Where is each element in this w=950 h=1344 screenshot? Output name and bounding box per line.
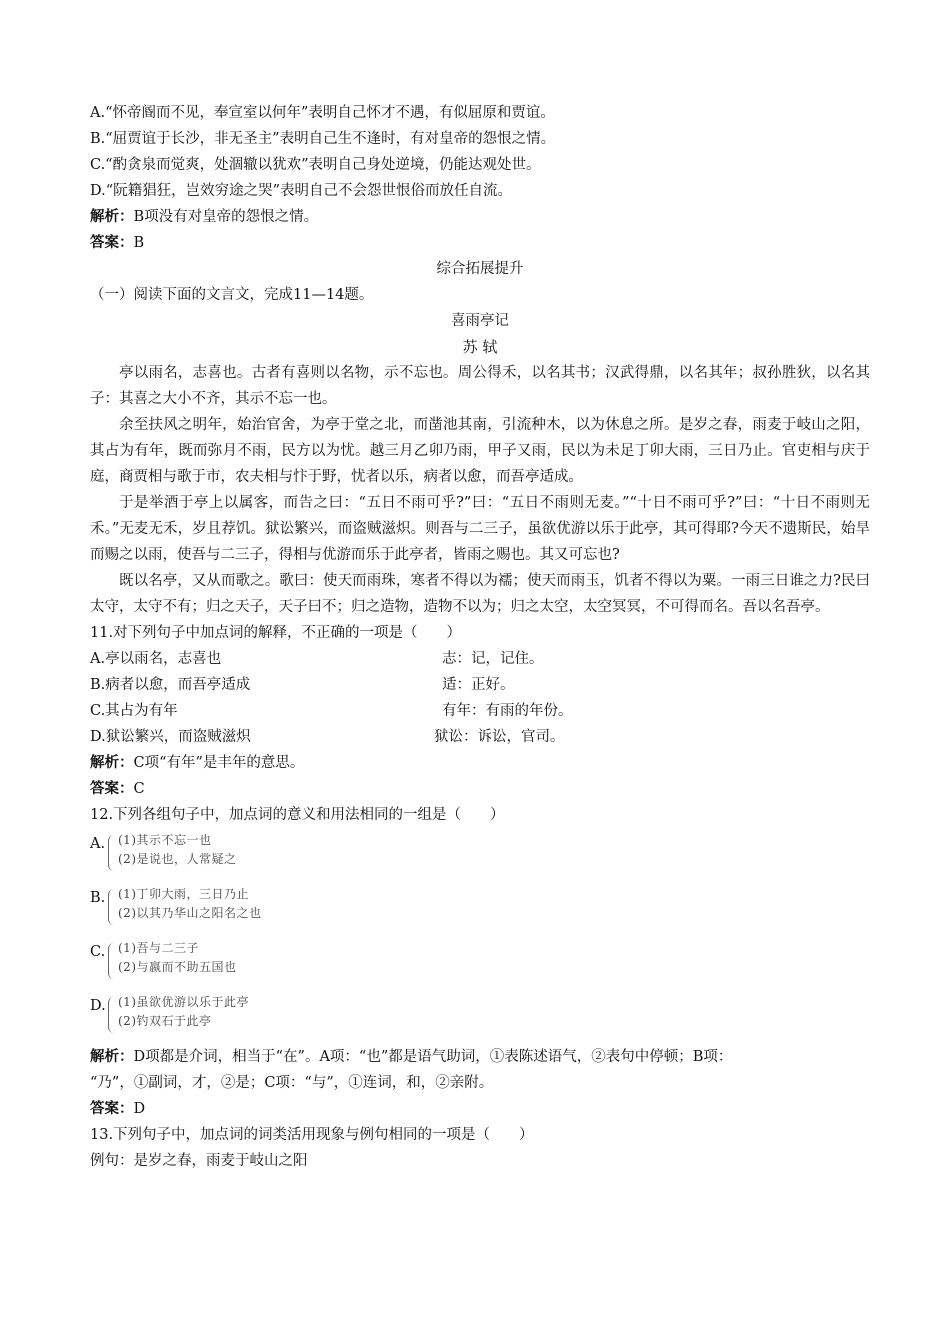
option-sentence-2: (2)是说也，人常疑之 [118,852,237,866]
reading-intro: （一）阅读下面的文言文，完成11—14题。 [90,287,374,303]
q10-analysis-text: B项没有对皇帝的怨恨之情。 [133,209,319,225]
q12-option-c [90,936,870,990]
q10-options [90,100,870,204]
q10-option-a: A.“怀帝阍而不见，奉宣室以何年”表明自己怀才不遇，有似屈原和贾谊。 [90,105,555,121]
q10-answer [90,230,870,256]
section-title: 综合拓展提升 [436,261,524,277]
q12-stem: 12.下列各组句子中，加点词的意义和用法相同的一组是（ ） [90,807,505,823]
q12-answer [90,1096,870,1122]
option-sentence-1: (1)丁卯大雨，三日乃止 [118,887,249,901]
q12-answer-text: D [133,1101,146,1117]
q12-analysis-line-1: D项都是介词，相当于“在”。A项：“也”都是语气助词，①表陈述语气，②表句中停顿；B项： [133,1049,733,1065]
analysis-label: 解析： [90,208,134,225]
analysis-label: 解析： [90,1048,134,1065]
q12-option-b [90,882,870,936]
essay-paragraph-2: 余至扶风之明年，始治官舍，为亭于堂之北，而凿池其南，引流种木，以为休息之所。是岁之春，雨麦于岐山之阳，其占为有年，既而弥月不雨，民方以为忧。越三月乙卯乃雨，甲子又雨，民以为未足丁卯大雨，三日乃止。官吏相与庆于庭，商贾相与歌于市，农夫相与忭于野，忧者以乐，病者以愈，而吾亭适成。 [90,417,870,485]
analysis-label: 解析： [90,754,134,771]
brace-icon [108,943,115,979]
q10-option-d: D.“阮籍猖狂，岂效穷途之哭”表明自己不会怨世恨俗而放任自流。 [90,183,513,199]
q10-option-c: C.“酌贪泉而觉爽，处涸辙以犹欢”表明自己身处逆境，仍能达观处世。 [90,157,541,173]
q12-option-a [90,828,870,882]
q11-gloss: 有年：有雨的年份。 [442,703,573,719]
brace-icon [108,889,115,925]
q11-sentence: D.狱讼繁兴，而盗贼滋炽 [90,729,251,745]
option-sentence-2: (2)钓双石于此亭 [118,1014,212,1028]
q12-option-d [90,990,870,1044]
q11-item-a [90,646,870,672]
option-letter: D. [90,998,106,1014]
q11-gloss: 适：正好。 [442,677,515,693]
q11-item-d [90,724,870,750]
q10-analysis [90,204,870,230]
q11-answer [90,776,870,802]
document-page [90,100,870,1174]
option-sentence-2: (2)以其乃华山之阳名之也 [118,906,262,920]
q11-gloss: 志：记，记住。 [442,651,544,667]
option-letter: B. [90,890,106,906]
essay-paragraph-4: 既以名亭，又从而歌之。歌曰：使天而雨珠，寒者不得以为襦；使天而雨玉，饥者不得以为粟。一雨三日谁之力?民曰太守，太守不有；归之天子，天子曰不；归之造物，造物不以为；归之太空，太空冥冥，不可得而名。吾以名吾亭。 [90,573,870,615]
answer-label: 答案： [90,1100,134,1117]
q11-sentence: C.其占为有年 [90,703,178,719]
q10-answer-text: B [133,235,145,251]
essay-paragraph-1: 亭以雨名，志喜也。古者有喜则以名物，示不忘也。周公得禾，以名其书；汉武得鼎，以名其年；叔孙胜狄，以名其子：其喜之大小不齐，其示不忘一也。 [90,365,870,407]
q11-answer-text: C [133,781,145,797]
q11-gloss: 狱讼：诉讼，官司。 [434,729,565,745]
q12-analysis [90,1044,870,1070]
essay-title: 喜雨亭记 [451,313,509,329]
q11-item-c [90,698,870,724]
answer-label: 答案： [90,234,134,251]
option-sentence-1: (1)虽欲优游以乐于此亭 [118,995,249,1009]
option-letter: A. [90,836,106,852]
q11-analysis [90,750,870,776]
q11-sentence: B.病者以愈，而吾亭适成 [90,677,251,693]
q11-item-b [90,672,870,698]
option-sentence-1: (1)吾与二三子 [118,941,199,955]
essay-author: 苏 轼 [462,338,498,356]
brace-icon [108,997,115,1033]
essay-paragraph-3: 于是举酒于亭上以属客，而告之曰：“五日不雨可乎?”曰：“五日不雨则无麦。”“十日不雨可乎?”曰：“十日不雨则无禾。”无麦无禾，岁且荐饥。狱讼繁兴，而盗贼滋炽。则吾与二三子，虽欲优游以乐于此亭，其可得耶?今天不遗斯民，始旱而赐之以雨，使吾与二三子，得相与优游而乐于此亭者，皆雨之赐也。其又可忘也? [90,495,870,563]
q13-example: 例句：是岁之春，雨麦于岐山之阳 [90,1153,308,1169]
q12-analysis-cont: “乃”，①副词，才，②是；C项：“与”，①连词，和，②亲附。 [90,1075,494,1091]
answer-label: 答案： [90,780,134,797]
option-letter: C. [90,944,106,960]
q11-analysis-text: C项“有年”是丰年的意思。 [133,755,305,771]
brace-icon [108,835,115,871]
q13-stem: 13.下列句子中，加点词的词类活用现象与例句相同的一项是（ ） [90,1127,534,1143]
option-sentence-1: (1)其示不忘一也 [118,833,212,847]
q10-option-b: B.“屈贾谊于长沙，非无圣主”表明自己生不逢时，有对皇帝的怨恨之情。 [90,131,556,147]
q11-sentence: A.亭以雨名，志喜也 [90,651,222,667]
q11-stem: 11.对下列句子中加点词的解释，不正确的一项是（ ） [90,625,462,641]
option-sentence-2: (2)与嬴而不助五国也 [118,960,237,974]
